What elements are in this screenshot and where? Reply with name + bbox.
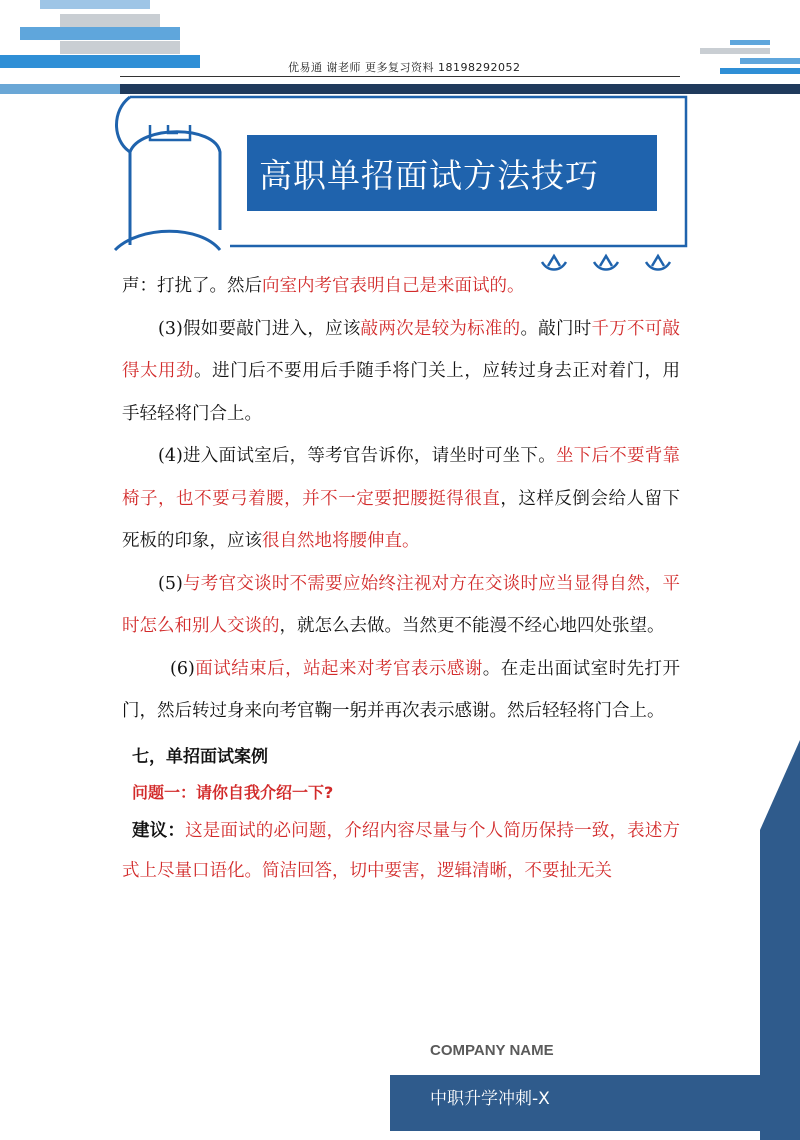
header-divider	[120, 76, 680, 77]
footer-tagline: 中职升学冲刺-X	[430, 1089, 550, 1109]
section-heading: 七，单招面试案例	[132, 746, 268, 767]
paragraph-4: (4)进入面试室后，等考官告诉你，请坐时可坐下。坐下后不要背靠椅子，也不要弓着腰，并不一定要把腰挺得很直，这样反倒会给人留下死板的印象，应该很自然地将腰伸直。	[122, 446, 681, 551]
paragraph-5: (5)与考官交谈时不需要应始终注视对方在交谈时应当显得自然，平时怎么和别人交谈的，就怎么去做。当然更不能漫不经心地四处张望。	[122, 573, 680, 636]
company-name: COMPANY NAME	[430, 1042, 554, 1059]
content-body	[122, 265, 680, 891]
question-heading: 问题一：请你自我介绍一下?	[132, 782, 334, 802]
advice-paragraph: 建议：这是面试的必问题，介绍内容尽量与个人简历保持一致，表述方式上尽量口语化。简洁回答，切中要害，逻辑清晰，不要扯无关	[122, 820, 681, 881]
paragraph-6: (6)面试结束后，站起来对考官表示感谢。在走出面试室时先打开门，然后转过身来向考官鞠一躬并再次表示感谢。然后轻轻将门合上。	[122, 658, 681, 721]
paragraph-intro: 声：打扰了。然后向室内考官表明自己是来面试的。	[122, 276, 525, 296]
paragraph-3: (3)假如要敲门进入，应该敲两次是较为标准的。敲门时千万不可敲得太用劲。进门后不要用后手随手将门关上，应转过身去正对着门，用手轻轻将门合上。	[122, 318, 681, 424]
page-title: 高职单招面试方法技巧	[247, 135, 657, 211]
header-contact: 优易通 谢老师 更多复习资料 18198292052	[288, 61, 521, 74]
